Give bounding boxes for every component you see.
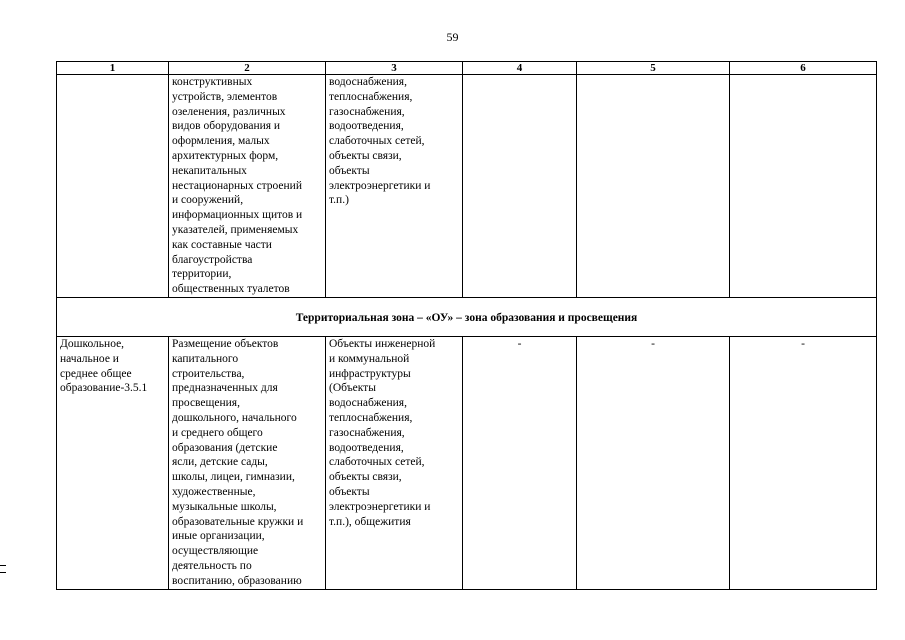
table-cell: водоснабжения, теплоснабжения, газоснабжения, водоотведения, слаботочных сетей, объекты связи, объекты электроэнергетики и т.п.)	[326, 75, 463, 298]
column-header: 3	[326, 62, 463, 75]
margin-mark	[0, 565, 6, 573]
table-cell	[577, 75, 730, 298]
table-cell: -	[577, 336, 730, 589]
table-cell	[730, 75, 877, 298]
table-row	[57, 336, 877, 589]
table-cell	[463, 75, 577, 298]
column-header: 2	[169, 62, 326, 75]
table-cell: Дошкольное, начальное и среднее общее образование-3.5.1	[57, 336, 169, 589]
regulations-table	[56, 61, 877, 590]
page-number: 59	[446, 30, 459, 44]
table-cell	[57, 75, 169, 298]
column-header: 4	[463, 62, 577, 75]
table-cell: Размещение объектов капитального строительства, предназначенных для просвещения, дошкольного, начального и среднего общего образования (детские ясли, детские сады, школы, лицеи, гимназии, художественные, музыкальные школы, образовательные кружки и иные организации, осуществляющие деятельность по воспитанию, образованию	[169, 336, 326, 589]
table-cell: -	[730, 336, 877, 589]
column-header: 6	[730, 62, 877, 75]
table-row	[57, 75, 877, 298]
column-number-row	[57, 62, 877, 75]
zone-header-row	[57, 297, 877, 336]
table-cell: конструктивных устройств, элементов озеленения, различных видов оборудования и оформления, малых архитектурных форм, некапитальных нестационарных строений и сооружений, информационных щитов и указателей, применяемых как составные части благоустройства территории, общественных туалетов	[169, 75, 326, 298]
column-header: 1	[57, 62, 169, 75]
column-header: 5	[577, 62, 730, 75]
table-cell: -	[463, 336, 577, 589]
table-cell: Объекты инженерной и коммунальной инфраструктуры (Объекты водоснабжения, теплоснабжения, газоснабжения, водоотведения, слаботочных сетей, объекты связи, объекты электроэнергетики и т.п.), общежития	[326, 336, 463, 589]
zone-header: Территориальная зона – «ОУ» – зона образования и просвещения	[57, 297, 877, 336]
